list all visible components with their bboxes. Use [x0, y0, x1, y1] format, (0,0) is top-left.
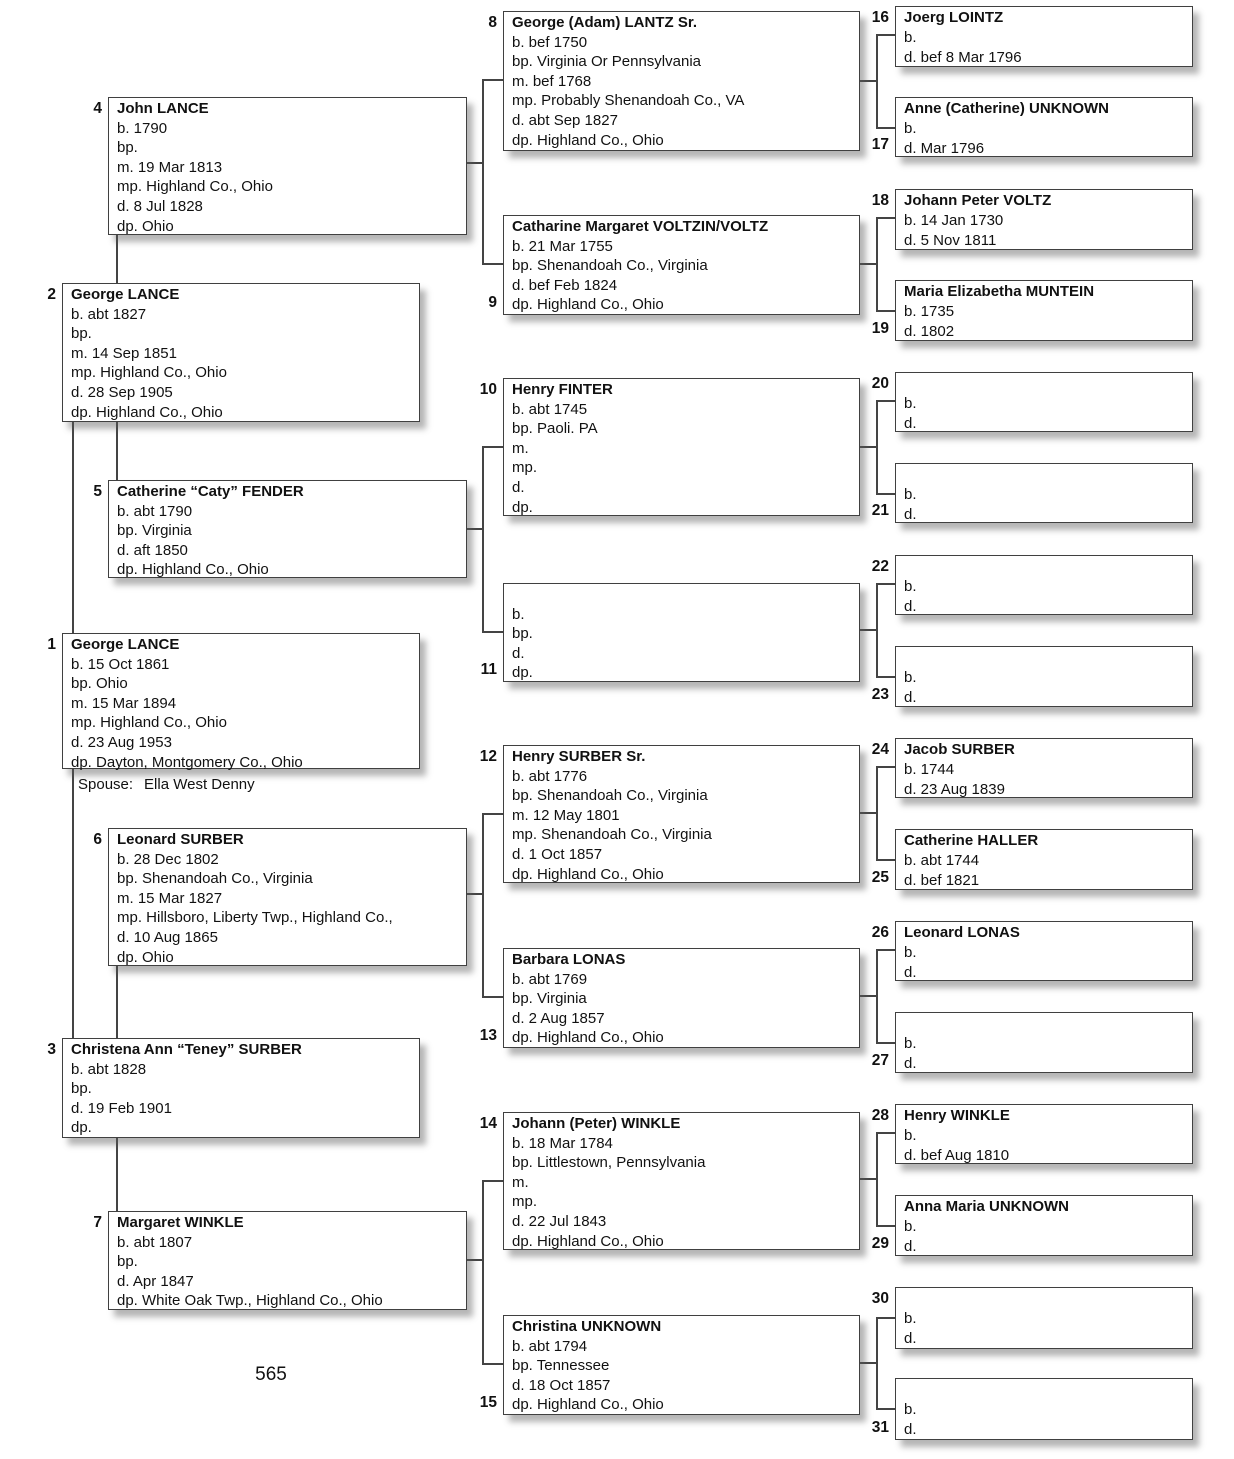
person-box-29 [871, 1195, 1193, 1256]
detail-line: dp. Highland Co., Ohio [512, 1029, 664, 1047]
detail-line: dp. Highland Co., Ohio [71, 403, 223, 421]
detail-line: bp. Virginia [117, 522, 192, 540]
detail-line: m. [512, 1173, 529, 1191]
person-name: Anna Maria UNKNOWN [904, 1198, 1070, 1215]
person-name: Henry FINTER [512, 381, 613, 398]
detail-line: d. 28 Sep 1905 [71, 383, 173, 401]
connector-line [876, 34, 878, 129]
person-number: 17 [871, 136, 889, 153]
person-number: 27 [871, 1052, 889, 1069]
person-box-8 [488, 11, 860, 151]
detail-line: b. 1790 [117, 119, 168, 137]
detail-line: b. abt 1744 [904, 852, 980, 869]
person-name [512, 585, 855, 605]
detail-line: d. aft 1850 [117, 541, 188, 559]
person-box-2 [47, 283, 420, 422]
detail-line: b. [904, 1127, 917, 1144]
person-box-9 [488, 215, 860, 315]
person-name: Henry SURBER Sr. [512, 748, 646, 765]
detail-line: b. abt 1790 [117, 502, 193, 520]
person-name: Joerg LOINTZ [904, 9, 1004, 26]
person-box-3 [47, 1038, 420, 1138]
detail-line: d. [904, 506, 917, 523]
person-box-24 [871, 738, 1193, 798]
person-name: George LANCE [71, 636, 180, 653]
connector-line [876, 949, 896, 951]
person-name: Henry WINKLE [904, 1107, 1010, 1124]
connector-line [482, 1363, 504, 1365]
person-name [904, 1380, 1188, 1400]
detail-line: dp. Highland Co., Ohio [512, 865, 664, 883]
detail-line: d. 23 Aug 1839 [904, 781, 1005, 798]
detail-line: m. 15 Mar 1894 [71, 694, 177, 712]
person-box-7 [93, 1211, 467, 1310]
person-box-19 [871, 280, 1193, 341]
detail-line: d. [904, 415, 917, 432]
detail-line: b. 21 Mar 1755 [512, 237, 613, 255]
connector-line [482, 1180, 504, 1182]
person-box-27 [871, 1012, 1193, 1073]
connector-line [876, 34, 896, 36]
person-name [904, 1289, 1188, 1309]
person-name: Anne (Catherine) UNKNOWN [904, 100, 1109, 117]
detail-line: bp. [512, 625, 533, 643]
person-number: 29 [871, 1235, 889, 1252]
detail-line: d. 22 Jul 1843 [512, 1212, 607, 1230]
detail-line: d. 1802 [904, 323, 955, 340]
detail-line: b. abt 1794 [512, 1337, 588, 1355]
detail-line: d. 5 Nov 1811 [904, 232, 997, 249]
person-box-6 [93, 828, 467, 966]
detail-line: d. bef 8 Mar 1796 [904, 49, 1022, 66]
person-name: Jacob SURBER [904, 741, 1015, 758]
person-name: George (Adam) LANTZ Sr. [512, 14, 698, 31]
person-name [904, 465, 1188, 485]
detail-line: dp. [512, 664, 533, 682]
person-number: 31 [871, 1419, 889, 1436]
person-number: 13 [479, 1027, 497, 1044]
detail-line: d. 2 Aug 1857 [512, 1009, 605, 1027]
person-name: Johann (Peter) WINKLE [512, 1115, 681, 1132]
person-number: 5 [93, 483, 102, 500]
connector-line [482, 813, 484, 998]
person-number: 11 [480, 661, 497, 678]
person-name: Margaret WINKLE [117, 1214, 244, 1231]
connector-line [482, 79, 504, 81]
person-number: 18 [871, 192, 889, 209]
person-name: Leonard SURBER [117, 831, 244, 848]
detail-line: m. [512, 439, 529, 457]
connector-line [876, 1042, 896, 1044]
detail-line: bp. Paoli. PA [512, 420, 598, 438]
person-box-11 [480, 583, 860, 682]
person-number: 16 [871, 9, 889, 26]
detail-line: d. bef 1821 [904, 872, 980, 889]
connector-line [876, 1317, 896, 1319]
connector-line [876, 1317, 878, 1410]
detail-line: bp. Virginia Or Pennsylvania [512, 53, 701, 71]
detail-line: dp. Highland Co., Ohio [512, 131, 664, 149]
person-box-25 [871, 829, 1193, 890]
person-number: 2 [47, 286, 56, 303]
detail-line: b. 1744 [904, 761, 955, 778]
connector-line [876, 1132, 896, 1134]
detail-line: bp. Shenandoah Co., Virginia [512, 787, 708, 805]
detail-line: d. 10 Aug 1865 [117, 928, 218, 946]
detail-line: mp. Hillsboro, Liberty Twp., Highland Co., [117, 909, 393, 927]
detail-line: dp. Dayton, Montgomery Co., Ohio [71, 753, 303, 771]
detail-line: b. 1735 [904, 303, 955, 320]
detail-line: d. [904, 1330, 917, 1347]
detail-line: dp. [512, 498, 533, 516]
person-number: 15 [479, 1394, 497, 1411]
spouse-label: Spouse: [78, 776, 134, 793]
detail-line: m. bef 1768 [512, 72, 592, 90]
detail-line: b. [904, 486, 917, 503]
connector-line [482, 263, 504, 265]
person-number: 3 [47, 1041, 56, 1058]
detail-line: bp. Shenandoah Co., Virginia [512, 257, 708, 275]
detail-line: d. bef Aug 1810 [904, 1147, 1010, 1164]
connector-line [876, 1408, 896, 1410]
connector-line [876, 400, 896, 402]
connector-line [876, 766, 896, 768]
person-box-21 [871, 463, 1193, 523]
detail-line: dp. White Oak Twp., Highland Co., Ohio [117, 1292, 383, 1310]
detail-line: d. Mar 1796 [904, 140, 985, 157]
detail-line: b. [904, 944, 917, 961]
person-number: 14 [479, 1115, 497, 1132]
person-name: Catharine Margaret VOLTZIN/VOLTZ [512, 218, 769, 235]
detail-line: mp. Highland Co., Ohio [71, 364, 227, 382]
detail-line: dp. Ohio [117, 948, 174, 966]
detail-line: d. [904, 598, 917, 615]
detail-line: dp. Highland Co., Ohio [512, 1232, 664, 1250]
detail-line: m. 19 Mar 1813 [117, 158, 223, 176]
connector-line [876, 1132, 878, 1227]
connector-line [465, 893, 483, 895]
detail-line: bp. [117, 1253, 138, 1271]
connector-line [482, 1180, 484, 1365]
detail-line: b. 15 Oct 1861 [71, 655, 170, 673]
detail-line: dp. [71, 1119, 92, 1137]
detail-line: b. [904, 395, 917, 412]
detail-line: b. 28 Dec 1802 [117, 850, 219, 868]
person-number: 26 [871, 924, 889, 941]
person-number: 25 [871, 869, 889, 886]
detail-line: d. 18 Oct 1857 [512, 1376, 611, 1394]
person-box-10 [479, 378, 860, 516]
person-box-12 [479, 745, 860, 883]
person-name: Johann Peter VOLTZ [904, 192, 1052, 209]
connector-line [465, 1259, 483, 1261]
detail-line: m. 12 May 1801 [512, 806, 620, 824]
detail-line: d. [512, 478, 525, 496]
person-name: Catherine “Caty” FENDER [117, 483, 304, 500]
detail-line: b. bef 1750 [512, 33, 588, 51]
page-number: 565 [255, 1364, 287, 1385]
detail-line: d. bef Feb 1824 [512, 276, 618, 294]
detail-line: d. 23 Aug 1953 [71, 733, 172, 751]
detail-line: d. [512, 644, 525, 662]
detail-line: dp. Highland Co., Ohio [512, 296, 664, 314]
person-name [904, 648, 1188, 668]
person-box-26 [871, 921, 1193, 981]
person-name: Maria Elizabetha MUNTEIN [904, 283, 1095, 300]
detail-line: dp. Ohio [117, 217, 174, 235]
connector-line [876, 310, 896, 312]
person-name: George LANCE [71, 286, 180, 303]
connector-line [876, 493, 896, 495]
person-number: 10 [479, 381, 497, 398]
connector-line [482, 446, 484, 633]
detail-line: mp. Shenandoah Co., Virginia [512, 826, 712, 844]
person-name: Christina UNKNOWN [512, 1318, 662, 1335]
person-name [904, 557, 1188, 577]
detail-line: bp. Littlestown, Pennsylvania [512, 1154, 706, 1172]
connector-line [465, 528, 483, 530]
connector-line [482, 631, 504, 633]
connector-line [876, 676, 896, 678]
connector-line [876, 583, 878, 678]
connector-line [876, 400, 878, 495]
detail-line: b. 14 Jan 1730 [904, 212, 1004, 229]
person-number: 7 [93, 1214, 102, 1231]
person-name: John LANCE [117, 100, 209, 117]
person-number: 20 [871, 375, 889, 392]
person-box-30 [871, 1287, 1193, 1349]
detail-line: b. [904, 1035, 917, 1052]
detail-line: dp. Highland Co., Ohio [512, 1396, 664, 1414]
person-number: 28 [871, 1107, 889, 1124]
person-box-28 [871, 1104, 1193, 1164]
connector-line [876, 217, 896, 219]
person-number: 30 [871, 1290, 889, 1307]
person-box-23 [871, 646, 1193, 707]
detail-line: mp. [512, 459, 538, 477]
detail-line: b. [512, 605, 525, 623]
detail-line: d. [904, 1238, 917, 1255]
detail-line: b. abt 1827 [71, 305, 147, 323]
detail-line: d. [904, 1421, 917, 1438]
detail-line: bp. Shenandoah Co., Virginia [117, 870, 313, 888]
detail-line: mp. [512, 1193, 538, 1211]
detail-line: dp. Highland Co., Ohio [117, 561, 269, 579]
person-box-14 [479, 1112, 860, 1250]
spouse-name: Ella West Denny [144, 776, 255, 793]
person-box-17 [871, 97, 1193, 157]
detail-line: b. [904, 578, 917, 595]
person-box-15 [479, 1315, 860, 1415]
detail-line: b. abt 1828 [71, 1060, 147, 1078]
detail-line: bp. Virginia [512, 990, 587, 1008]
detail-line: d. 19 Feb 1901 [71, 1099, 172, 1117]
connector-line [482, 446, 504, 448]
detail-line: m. 15 Mar 1827 [117, 889, 223, 907]
person-name: Catherine HALLER [904, 832, 1039, 849]
detail-line: mp. Highland Co., Ohio [71, 714, 227, 732]
connector-line [876, 766, 878, 861]
person-number: 19 [871, 320, 889, 337]
connector-line [876, 127, 896, 129]
connector-line [482, 79, 484, 265]
detail-line: b. abt 1769 [512, 970, 588, 988]
detail-line: b. abt 1807 [117, 1233, 193, 1251]
detail-line: d. Apr 1847 [117, 1272, 194, 1290]
connector-line [876, 1225, 896, 1227]
connector-line [876, 859, 896, 861]
detail-line: b. [904, 120, 917, 137]
detail-line: bp. Tennessee [512, 1357, 610, 1375]
detail-line: b. [904, 669, 917, 686]
person-box-5 [93, 480, 467, 579]
person-number: 24 [871, 741, 889, 758]
person-box-22 [871, 555, 1193, 615]
detail-line: b. [904, 1401, 917, 1418]
detail-line: d. [904, 1055, 917, 1072]
detail-line: mp. Probably Shenandoah Co., VA [512, 92, 745, 110]
person-number: 1 [47, 636, 56, 653]
person-number: 9 [488, 294, 497, 311]
person-name [904, 1014, 1188, 1034]
person-name: Christena Ann “Teney” SURBER [71, 1041, 302, 1058]
connector-line [482, 813, 504, 815]
connector-line [465, 162, 483, 164]
detail-line: bp. [71, 1080, 92, 1098]
detail-line: d. 1 Oct 1857 [512, 845, 603, 863]
person-number: 12 [479, 748, 497, 765]
detail-line: b. abt 1745 [512, 400, 588, 418]
person-box-4 [93, 97, 467, 235]
detail-line: m. 14 Sep 1851 [71, 344, 177, 362]
detail-line: b. [904, 1218, 917, 1235]
person-name: Barbara LONAS [512, 951, 626, 968]
person-number: 4 [93, 100, 102, 117]
detail-line: bp. [117, 139, 138, 157]
person-number: 21 [871, 502, 889, 519]
person-name [904, 374, 1188, 394]
detail-line: d. [904, 964, 917, 981]
connector-line [482, 996, 504, 998]
person-box-20 [871, 372, 1193, 432]
person-number: 8 [488, 14, 497, 31]
detail-line: bp. [71, 325, 92, 343]
person-box-13 [479, 948, 860, 1048]
connector-line [876, 949, 878, 1044]
detail-line: b. [904, 1310, 917, 1327]
detail-line: d. abt Sep 1827 [512, 111, 618, 129]
detail-line: bp. Ohio [71, 675, 128, 693]
detail-line: mp. Highland Co., Ohio [117, 178, 273, 196]
spouse-line [78, 776, 255, 793]
person-box-16 [871, 6, 1193, 67]
person-box-31 [871, 1378, 1193, 1440]
detail-line: b. 18 Mar 1784 [512, 1134, 613, 1152]
detail-line: b. abt 1776 [512, 767, 588, 785]
person-number: 23 [871, 686, 889, 703]
person-number: 6 [93, 831, 102, 848]
person-box-1 [47, 633, 420, 771]
person-box-18 [871, 189, 1193, 250]
connector-line [876, 217, 878, 312]
person-number: 22 [871, 558, 889, 575]
detail-line: b. [904, 29, 917, 46]
detail-line: d. [904, 689, 917, 706]
person-name: Leonard LONAS [904, 924, 1020, 941]
detail-line: d. 8 Jul 1828 [117, 197, 203, 215]
connector-line [876, 583, 896, 585]
